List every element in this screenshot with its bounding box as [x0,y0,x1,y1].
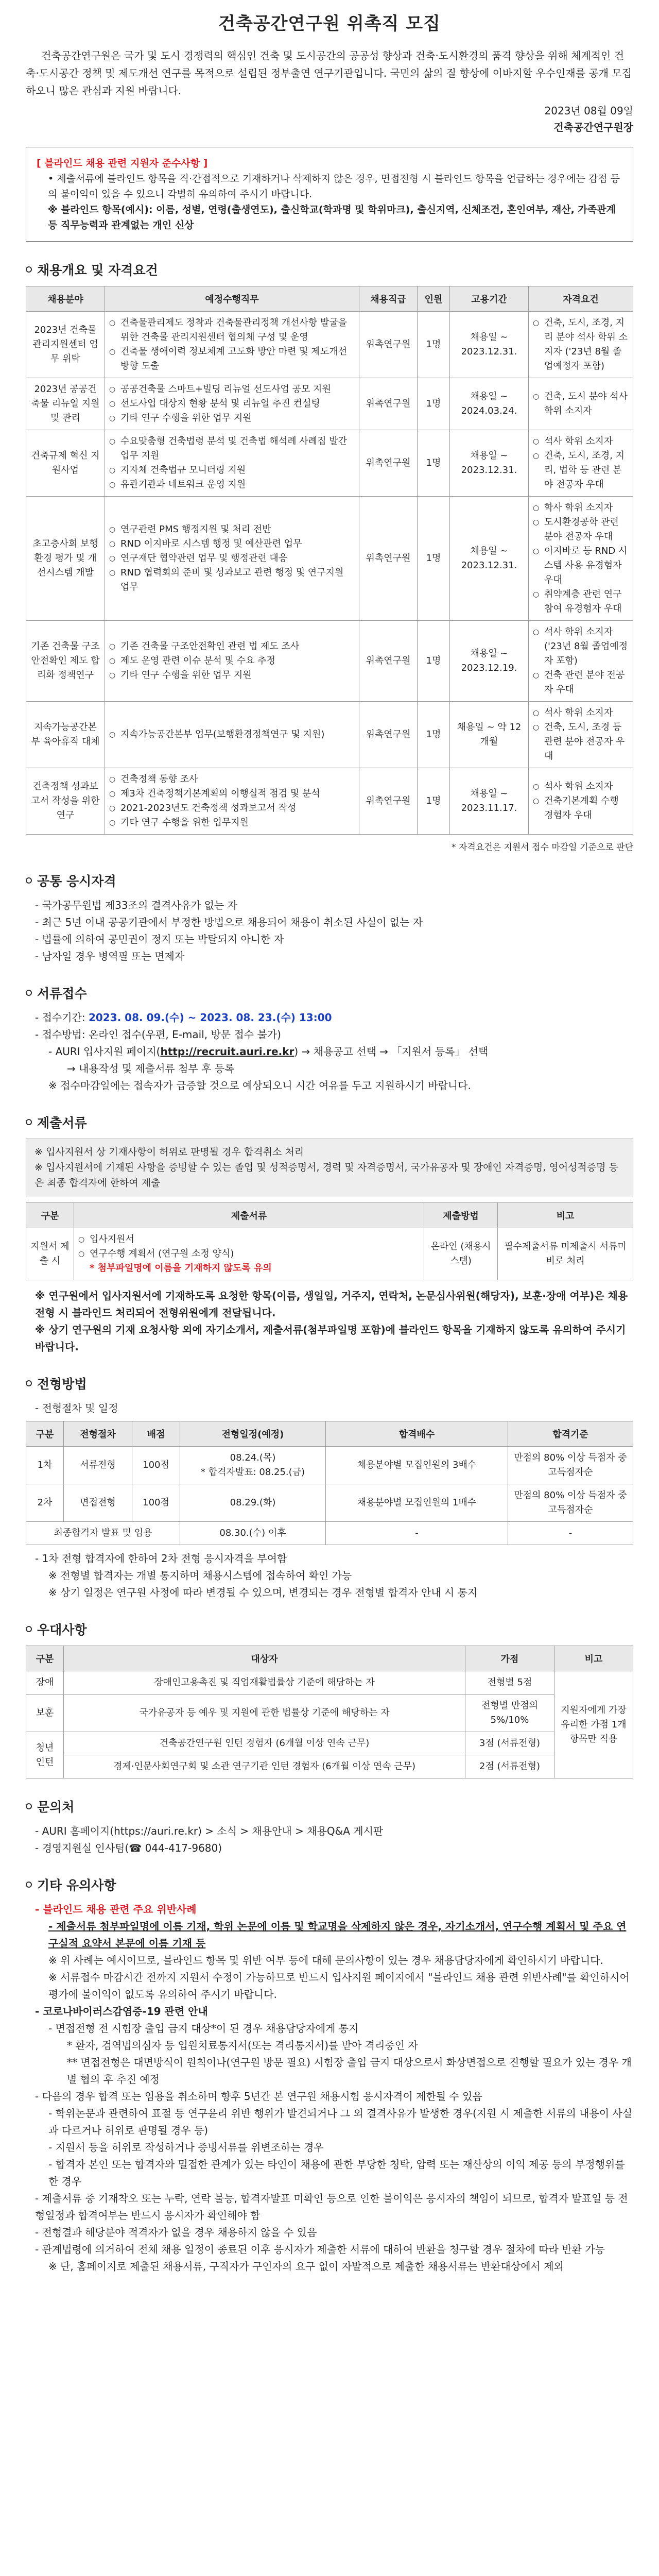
selection-sub: - 전형절차 및 일정 [35,1402,118,1414]
req-item: ○ 학사 학위 소지자 [533,501,629,515]
req-item: ○ 건축 관련 분야 전공자 우대 [533,668,629,697]
col-header: 전형절차 [64,1421,132,1447]
cell: 2023년 건축물관리지원센터 업무 위탁 [26,312,105,378]
cell: 서류전형 [64,1447,132,1484]
doc-kind: 지원서 제출 시 [26,1228,74,1280]
col-header: 전형일정(예정) [180,1421,326,1447]
other-violation: - 제출서류 첨부파일명에 이름 기재, 학위 논문에 이름 및 학교명을 삭제하지 않은 경우, 자기소개서, 연구수행 계획서 및 주요 연구실적 요약서 본문에 이름 기재 등 [48,1920,627,1950]
other-covid-line: - 면접전형 전 시험장 출입 금지 대상*이 된 경우 채용담당자에게 통지 [48,2022,359,2035]
col-header: 자격요건 [529,286,633,312]
cell: 초고층사회 보행환경 평가 및 개선시스템 개발 [26,497,105,621]
selection-note-1: - 1차 전형 합격자에 한하여 2차 전형 응시자격을 부여함 [35,1552,287,1565]
duty-list [109,382,355,426]
cell: 1명 [418,768,450,835]
cell [529,312,633,378]
req-list [533,316,629,374]
col-header: 합격기준 [508,1421,633,1447]
req-item: ○ 이지바로 등 RND 시스템 사용 유경험자 우대 [533,544,629,587]
circle-bullet-icon [26,1626,32,1632]
cell: 채용일 ~ 2023.12.31. [450,497,529,621]
cell: 1명 [418,378,450,430]
col-header: 대상자 [64,1646,465,1671]
req-item: ○ 건축, 도시, 조경 등 관련 분야 전공자 우대 [533,720,629,764]
duty-item: ○ 유관기관과 네트워크 운영 지원 [109,478,355,492]
other-line: - 전형결과 해당분야 적격자가 없을 경우 채용하지 않을 수 있음 [35,2226,317,2239]
col-header: 고용기간 [450,286,529,312]
duty-item: ○ 선도사업 대상지 현황 분석 및 리뉴얼 추진 컨설팅 [109,397,355,411]
preference-table [26,1646,633,1778]
duty-item: ○ 2021-2023년도 건축정책 성과보고서 작성 [109,801,355,816]
section-heading: 문의처 [37,1800,75,1815]
req-list [533,625,629,697]
col-header: 제출서류 [74,1203,424,1228]
recruit-footnote: * 자격요건은 지원서 접수 마감일 기준으로 판단 [452,842,633,853]
table-row [26,1671,633,1694]
sched-note: * 합격자발표: 08.25.(금) [200,1467,305,1478]
table-row [26,1447,633,1484]
duty-item: ○ 기타 연구 수행을 위한 업무 지원 [109,668,355,683]
table-row [26,768,633,835]
duty-item: ○ 공공건축물 스마트+빌딩 리뉴얼 선도사업 공모 지원 [109,382,355,397]
cell [105,768,359,835]
table-row [26,430,633,497]
col-header: 비고 [554,1646,633,1671]
signer: 건축공간연구원장 [553,121,633,133]
col-header: 배점 [132,1421,180,1447]
section-recruit-overview [26,260,633,279]
cell: 채용일 ~ 2023.12.31. [450,312,529,378]
documents-warning-2: ※ 상기 연구원의 기재 요청사항 외에 자기소개서, 제출서류(첨부파일명 포함)에 블라인드 항목을 기재하지 않도록 유의하여 주시기 바랍니다. [35,1324,626,1353]
col-header: 합격배수 [326,1421,508,1447]
cell: 100점 [132,1447,180,1484]
other-note: ※ 서류접수 마감시간 전까지 지원서 수정이 가능하므로 반드시 입사지원 페이지에서 "블라인드 채용 관련 위반사례"를 확인하시어 평가에 불이익이 없도록 유의하여 주시기 바랍니다. [48,1971,630,2001]
cell: 건축공간연구원 인턴 경험자 (6개월 이상 연속 근무) [64,1732,465,1755]
section-preference [26,1620,633,1638]
table-row [26,1522,633,1545]
cell: 3점 (서류전형) [465,1732,554,1755]
documents-table [26,1202,633,1280]
cell: 장애 [26,1671,64,1694]
cell [105,621,359,702]
duty-item: ○ RND 협력회의 준비 및 성과보고 관련 행정 및 연구지원 업무 [109,566,355,595]
cell: 만점의 80% 이상 득점자 중 고득점자순 [508,1447,633,1484]
req-item: ○ 석사 학위 소지자 [533,434,629,449]
section-application [26,984,633,1002]
cell [105,497,359,621]
cell: 전형별 5점 [465,1671,554,1694]
cell: 보훈 [26,1694,64,1732]
duty-list [109,316,355,374]
req-item: ○ 도시환경공학 관련 분야 전공자 우대 [533,515,629,544]
table-row [26,1694,633,1732]
req-list [533,434,629,492]
cell: 채용일 ~ 약 12개월 [450,702,529,768]
auri-prefix: - AURI 입사지원 페이지( [48,1045,161,1058]
other-line: - 다음의 경우 합격 또는 임용을 취소하며 향후 5년간 본 연구원 채용시험 응시자격이 제한될 수 있음 [35,2090,482,2103]
req-list [533,501,629,616]
eligibility-line: - 남자일 경우 병역필 또는 면제자 [35,950,185,962]
other-line: - 합격자 본인 또는 합격자와 밀접한 관계가 있는 타인이 채용에 관한 부당한 청탁, 압력 또는 재산상의 이익 제공 등의 부정행위를 한 경우 [48,2158,625,2188]
cell [529,430,633,497]
table-row [26,702,633,768]
other-line: ※ 단, 홈페이지로 제출된 채용서류, 구직자가 구인자의 요구 없이 자발적으로 제출한 채용서류는 반환대상에서 제외 [48,2260,564,2273]
intro-text: 건축공간연구원은 국가 및 도시 경쟁력의 핵심인 건축 및 도시공간의 공공성 향상과 건축·도시환경의 품격 향상을 위해 체계적인 건축·도시공간 정책 및 제도개선 연구를 목적으로 설립된 정부출연 연구기관입니다. 국민의 삶의 질 향상에 이바지할 우수인재를 공개 모집하오니 많은 관심과 지원 바랍니다. [26,49,632,97]
duty-list [109,772,355,830]
sched: 08.24.(목) [230,1452,276,1463]
other-covid-line: ** 면접전형은 대면방식이 원칙이나(연구원 방문 필요) 시험장 출입 금지 대상으로서 화상면접으로 진행할 필요가 있는 경우 개별 협의 후 추진 예정 [67,2056,632,2086]
cell: 건축정책 성과보고서 작성을 위한 연구 [26,768,105,835]
recruit-table [26,286,633,835]
cell: 08.29.(화) [180,1484,326,1522]
cell [105,702,359,768]
cell [105,378,359,430]
duty-item: ○ 기타 연구 수행을 위한 업무 지원 [109,411,355,426]
table-row [26,1732,633,1755]
section-heading: 기타 유의사항 [37,1878,116,1893]
blind-notice-text: • 제출서류에 블라인드 항목을 직·간접적으로 기재하거나 삭제하지 않은 경우, 면접전형 시 블라인드 항목을 언급하는 경우에는 감점 등의 불이익이 있을 수 있으니 각별히 유의하여 주시기 바랍니다. [48,173,620,200]
duty-item: ○ 연구재단 협약관련 업무 및 행정관련 대응 [109,551,355,566]
section-heading: 전형방법 [37,1377,87,1392]
section-contact [26,1797,633,1816]
selection-table [26,1421,633,1545]
duty-item: ○ 제3차 건축정책기본계획의 이행실적 점검 및 분석 [109,787,355,801]
duty-item: ○ 수요맞춤형 건축법령 분석 및 건축법 해석례 사례집 발간 업무 지원 [109,434,355,463]
recruit-link[interactable]: http://recruit.auri.re.kr [160,1045,294,1058]
duty-list [109,434,355,492]
documents-notice-1: ※ 입사지원서 상 기재사항이 허위로 판명될 경우 합격취소 처리 [34,1146,304,1158]
section-selection [26,1374,633,1393]
doc-warning: * 첨부파일명에 이름을 기재하지 않도록 유의 [90,1263,272,1274]
table-row [26,621,633,702]
application-method: - 접수방법: 온라인 접수(우편, E-mail, 방문 접수 불가) [35,1028,281,1041]
cell: 1차 [26,1447,64,1484]
section-eligibility [26,871,633,890]
col-header: 채용분야 [26,286,105,312]
cell: 위촉연구원 [359,497,418,621]
selection-note-2: ※ 전형별 합격자는 개별 통지하며 채용시스템에 접속하여 확인 가능 [48,1569,352,1582]
section-heading: 우대사항 [37,1622,87,1637]
cell: 채용일 ~ 2024.03.24. [450,378,529,430]
application-auri-2: → 내용작성 및 제출서류 첨부 후 등록 [67,1062,235,1075]
cell: 채용일 ~ 2023.11.17. [450,768,529,835]
cell: 위촉연구원 [359,702,418,768]
section-other [26,1875,633,1894]
col-header: 구분 [26,1421,64,1447]
cell: - [326,1522,508,1545]
cell [529,702,633,768]
section-heading: 채용개요 및 자격요건 [37,263,158,278]
cell [529,378,633,430]
cell [180,1447,326,1484]
documents-warning-1: ※ 연구원에서 입사지원서에 기재하도록 요청한 항목(이름, 생일일, 거주지, 연락처, 논문심사위원(해당자), 보훈·장애 여부)은 채용전형 시 블라인드 처리되어 전형위원에게 전달됩니다. [35,1290,628,1319]
cell: 만점의 80% 이상 득점자 중 고득점자순 [508,1484,633,1522]
documents-notice-box [26,1139,633,1196]
table-row [26,312,633,378]
circle-bullet-icon [26,990,32,996]
circle-bullet-icon [26,1119,32,1125]
blind-notice-box [26,147,633,242]
duty-item: ○ RND 이지바로 시스템 행정 및 예산관련 업무 [109,537,355,551]
col-header: 비고 [498,1203,633,1228]
other-line: - 제출서류 중 기재착오 또는 누락, 연락 불능, 합격자발표 미확인 등으로 인한 불이익은 응시자의 책임이 되므로, 합격자 발표일 등 전형일정과 합격여부는 반드시 응시자가 확인해야 함 [35,2192,628,2222]
section-heading: 제출서류 [37,1115,87,1130]
cell: 지속가능공간본부 육아휴직 대체 [26,702,105,768]
blind-notice-heading: [ 블라인드 채용 관련 지원자 준수사항 ] [37,158,208,169]
eligibility-line: - 최근 5년 이내 공공기관에서 부정한 방법으로 채용되어 채용이 취소된 사실이 없는 자 [35,916,423,928]
eligibility-line: - 국가공무원법 제33조의 결격사유가 없는 자 [35,899,237,911]
documents-notice-2: ※ 입사지원서에 기재된 사항을 증빙할 수 있는 졸업 및 성적증명서, 경력 및 자격증명서, 국가유공자 및 장애인 자격증명, 영어성적증명 등은 최종 합격자에 한하여 제출 [34,1162,618,1189]
duty-item: ○ 건축물 생애이력 정보체계 고도화 방안 마련 및 제도개선 방향 도출 [109,345,355,374]
blind-items: ※ 블라인드 항목(예시): 이름, 성별, 연령(출생연도), 출신학교(학과명 및 학위마크), 출신지역, 신체조건, 혼인여부, 재산, 가족관계 등 직무능력과 관계없는 개인 신상 [48,204,616,231]
doc-list [74,1228,424,1280]
duty-item: ○ 건축정책 동향 조사 [109,772,355,787]
duty-item: ○ 기존 건축물 구조안전확인 관련 법 제도 조사 [109,639,355,654]
other-red: - 블라인드 채용 관련 주요 위반사례 [35,1903,197,1916]
col-header: 가점 [465,1646,554,1671]
other-covid: - 코로나바이러스감염증-19 관련 안내 [35,2005,208,2018]
req-item: ○ 건축, 도시 분야 석사 학위 소지자 [533,389,629,418]
circle-bullet-icon [26,1803,32,1809]
cell [105,312,359,378]
application-note: ※ 접수마감일에는 접속자가 급증할 것으로 예상되오니 시간 여유를 두고 지원하시기 바랍니다. [48,1079,471,1092]
cell: 1명 [418,497,450,621]
section-heading: 공통 응시자격 [37,874,116,889]
cell: 면접전형 [64,1484,132,1522]
col-header: 구분 [26,1203,74,1228]
duty-list [109,727,355,742]
blind-text: 제출서류에 블라인드 항목을 직·간접적으로 기재하거나 삭제하지 않은 경우, 면접전형 시 블라인드 항목을 언급하는 경우에는 감점 등의 불이익이 있을 수 있으니 각별히 유의하여 주시기 바랍니다. [48,173,620,200]
cell [529,768,633,835]
cell: 경제·인문사회연구회 및 소관 연구기관 인턴 경험자 (6개월 이상 연속 근무) [64,1755,465,1778]
cell: 기존 건축물 구조안전확인 제도 합리화 정책연구 [26,621,105,702]
req-item: ○ 건축기본계획 수행 경험자 우대 [533,794,629,823]
cell: 전형별 만점의 5%/10% [465,1694,554,1732]
circle-bullet-icon [26,1882,32,1888]
doc-note: 필수제출서류 미제출시 서류미비로 처리 [498,1228,633,1280]
page-title: 건축공간연구원 위촉직 모집 [218,13,441,34]
duty-item: ○ 기타 연구 수행을 위한 업무지원 [109,816,355,830]
contact-line: - 경영지원실 인사팀(☎ 044-417-9680) [35,1842,222,1854]
cell: - [508,1522,633,1545]
cell: 청년 인턴 [26,1732,64,1778]
application-period [26,1009,633,1026]
req-list [533,779,629,823]
cell: 100점 [132,1484,180,1522]
col-header: 구분 [26,1646,64,1671]
table-row [26,497,633,621]
col-header: 인원 [418,286,450,312]
cell: 위촉연구원 [359,312,418,378]
announce-date: 2023년 08월 09일 [544,105,633,117]
req-item: ○ 석사 학위 소지자 [533,706,629,720]
req-item: ○ 석사 학위 소지자 [533,779,629,794]
cell: 08.30.(수) 이후 [180,1522,326,1545]
cell: 위촉연구원 [359,378,418,430]
col-header: 예정수행직무 [105,286,359,312]
cell: 위촉연구원 [359,768,418,835]
cell: 장애인고용촉진 및 직업재활법률상 기준에 해당하는 자 [64,1671,465,1694]
contact-line: - AURI 홈페이지(https://auri.re.kr) > 소식 > 채용안내 > 채용Q&A 게시판 [35,1825,384,1837]
req-list [533,389,629,418]
cell [529,497,633,621]
cell: 위촉연구원 [359,430,418,497]
page [26,0,633,2275]
other-covid-line: * 환자, 검역법의심자 등 입원치료통지서(또는 격리통지서)를 받아 격리중인 자 [67,2039,418,2052]
duty-item: ○ 연구관련 PMS 행정지원 및 처리 전반 [109,522,355,537]
cell: 위촉연구원 [359,621,418,702]
cell: 채용분야별 모집인원의 1배수 [326,1484,508,1522]
cell: 국가유공자 등 예우 및 지원에 관한 법률상 기준에 해당하는 자 [64,1694,465,1732]
cell: 1명 [418,702,450,768]
section-documents [26,1113,633,1131]
period-label: - 접수기간: [35,1011,89,1024]
col-header: 채용직급 [359,286,418,312]
other-line: - 관계법령에 의거하여 전체 채용 일정이 종료된 이후 응시자가 제출한 서류에 대하여 반환을 청구할 경우 절차에 따라 반환 가능 [35,2243,605,2256]
table-row [26,1755,633,1778]
cell [105,430,359,497]
auri-suffix: ) → 채용공고 선택 → 「지원서 등록」 선택 [294,1045,489,1058]
other-line: - 지원서 등을 허위로 작성하거나 증빙서류를 위변조하는 경우 [48,2141,324,2154]
selection-note-3: ※ 상기 일정은 연구원 사정에 따라 변경될 수 있으며, 변경되는 경우 전형별 합격자 안내 시 통지 [48,1586,478,1599]
cell: 2023년 공공건축물 리뉴얼 지원 및 관리 [26,378,105,430]
cell: 채용일 ~ 2023.12.31. [450,430,529,497]
cell: 채용일 ~ 2023.12.19. [450,621,529,702]
doc-method: 온라인 (채용시스템) [424,1228,498,1280]
cell: 건축규제 혁신 지원사업 [26,430,105,497]
cell [529,621,633,702]
req-item: ○ 건축, 도시, 조경, 지리 분야 석사 학위 소지자 ('23년 8월 졸업예정자 포함) [533,316,629,374]
cell: 1명 [418,312,450,378]
table-row [26,1484,633,1522]
req-item: ○ 건축, 도시, 조경, 지리, 법학 등 관련 분야 전공자 우대 [533,449,629,492]
period-value: 2023. 08. 09.(수) ~ 2023. 08. 23.(수) 13:00 [88,1011,332,1024]
other-line: - 학위논문과 관련하여 표절 등 연구윤리 위반 행위가 발견되거나 그 외 결격사유가 발생한 경우(지원 시 제출한 서류의 내용이 사실과 다르거나 허위로 판명될 경우 등) [48,2107,633,2137]
duty-item: ○ 지자체 건축법규 모니터링 지원 [109,463,355,478]
eligibility-line: - 법률에 의하여 공민권이 정지 또는 박탈되지 아니한 자 [35,933,284,945]
req-item: ○ 석사 학위 소지자('23년 8월 졸업예정자 포함) [533,625,629,668]
req-item: ○ 취약계층 관련 연구 참여 유경험자 우대 [533,587,629,616]
application-auri [26,1043,633,1060]
col-header: 제출방법 [424,1203,498,1228]
circle-bullet-icon [26,266,32,273]
table-row [26,378,633,430]
cell: 2차 [26,1484,64,1522]
duty-item: ○ 건축물관리제도 정착과 건축물관리정책 개선사항 발굴을 위한 건축물 관리지원센터 협의체 구성 및 운영 [109,316,355,345]
doc-item: ○ 입사지원서 [78,1232,420,1247]
cell: 채용분야별 모집인원의 3배수 [326,1447,508,1484]
cell: 2점 (서류전형) [465,1755,554,1778]
circle-bullet-icon [26,1380,32,1386]
cell: 최종합격자 발표 및 임용 [26,1522,180,1545]
duty-item: ○ 제도 운영 관련 이슈 분석 및 수요 추정 [109,654,355,668]
other-note: ※ 위 사례는 예시이므로, 블라인드 항목 및 위반 여부 등에 대해 문의사항이 있는 경우 채용담당자에게 확인하시기 바랍니다. [48,1954,603,1967]
doc-item: ○ 연구수행 계획서 (연구원 소정 양식) [78,1247,420,1261]
duty-list [109,522,355,595]
circle-bullet-icon [26,877,32,884]
duty-item: ○ 지속가능공간본부 업무(보행환경정책연구 및 지원) [109,727,355,742]
duty-list [109,639,355,683]
req-list [533,706,629,764]
section-heading: 서류접수 [37,986,87,1001]
cell: 지원자에게 가장 유리한 가점 1개 항목만 적용 [554,1671,633,1778]
cell: 1명 [418,430,450,497]
cell: 1명 [418,621,450,702]
